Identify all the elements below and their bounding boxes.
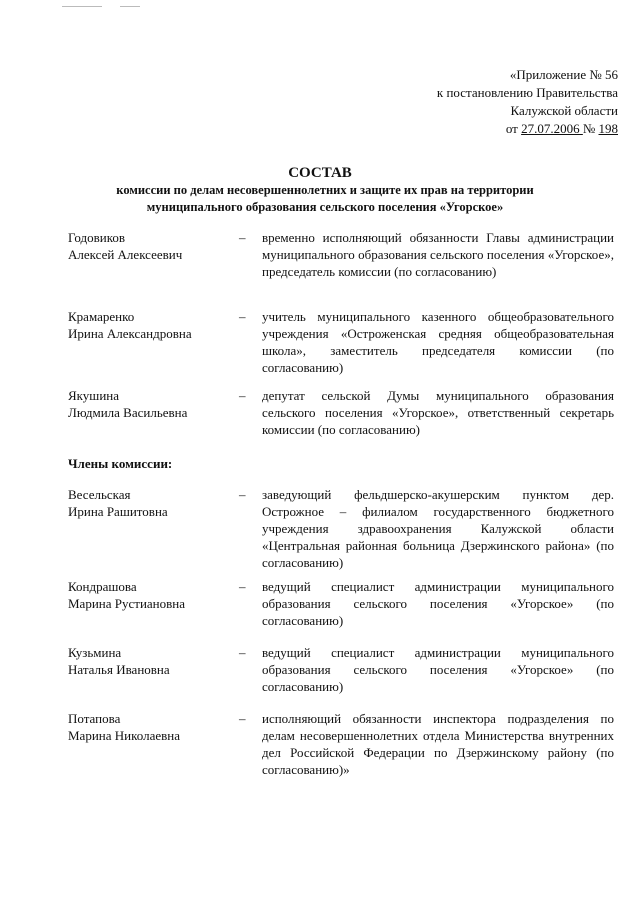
surname: Потапова (68, 711, 121, 726)
dash-separator: – (239, 230, 246, 245)
given-names: Ирина Рашитовна (68, 504, 168, 519)
person-role: временно исполняющий обязанности Главы администрации муниципального образования сельского поселения «Угорское», председатель комиссии (по согласованию) (262, 230, 614, 279)
person-name (68, 486, 228, 520)
person-role: заведующий фельдшерско-акушерским пунктом дер. Острожное – филиалом государственного бюджетного учреждения здравоохранения Калужской области «Центральная районная больница Дзержинского района» (по согласованию) (262, 487, 614, 570)
person-name (68, 578, 228, 612)
annex-header (437, 66, 618, 138)
document-title: СОСТАВ (288, 165, 352, 181)
surname: Весельская (68, 487, 131, 502)
person-role: ведущий специалист администрации муниципального образования сельского поселения «Угорское» (по согласованию) (262, 645, 614, 694)
person-name (68, 644, 228, 678)
person-name (68, 710, 228, 744)
annex-region-line: Калужской области (510, 103, 618, 118)
given-names: Марина Рустиановна (68, 596, 185, 611)
dash-separator: – (239, 309, 246, 324)
scan-artifact (120, 6, 140, 7)
resolution-date: 27.07.2006 (521, 121, 583, 136)
surname: Якушина (68, 388, 119, 403)
dash-separator: – (239, 645, 246, 660)
annex-date-line (437, 120, 618, 138)
dash-separator: – (239, 487, 246, 502)
given-names: Алексей Алексеевич (68, 247, 183, 262)
members-heading: Члены комиссии: (68, 456, 173, 471)
surname: Кондрашова (68, 579, 137, 594)
given-names: Марина Николаевна (68, 728, 180, 743)
dash-separator: – (239, 711, 246, 726)
given-names: Людмила Васильевна (68, 405, 188, 420)
dash-separator: – (239, 388, 246, 403)
resolution-number: 198 (598, 121, 618, 136)
number-label: № (582, 121, 599, 136)
person-name (68, 387, 228, 421)
person-role: исполняющий обязанности инспектора подразделения по делам несовершеннолетних отдела Министерства внутренних дел Российской Федерации по Дзержинскому району (по согласованию)» (262, 711, 614, 777)
person-name (68, 308, 228, 342)
scan-artifact (62, 6, 102, 7)
dash-separator: – (239, 579, 246, 594)
person-role: учитель муниципального казенного общеобразовательного учреждения «Остроженская средняя общеобразовательная школа», заместитель председателя комиссии (по согласованию) (262, 309, 614, 375)
given-names: Ирина Александровна (68, 326, 192, 341)
annex-resolution-line: к постановлению Правительства (436, 85, 618, 100)
surname: Кузьмина (68, 645, 122, 660)
person-role: ведущий специалист администрации муниципального образования сельского поселения «Угорское» (по согласованию) (262, 579, 614, 628)
surname: Годовиков (68, 230, 126, 245)
surname: Крамаренко (68, 309, 135, 324)
document-subtitle: комиссии по делам несовершеннолетних и защите их прав на территории муниципального образования сельского поселения «Угорское» (116, 183, 534, 214)
given-names: Наталья Ивановна (68, 662, 170, 677)
person-role: депутат сельской Думы муниципального образования сельского поселения «Угорское», ответственный секретарь комиссии (по согласованию) (262, 388, 614, 437)
person-name (68, 229, 228, 263)
annex-number: «Приложение № 56 (509, 67, 618, 82)
date-prefix: от (505, 121, 522, 136)
